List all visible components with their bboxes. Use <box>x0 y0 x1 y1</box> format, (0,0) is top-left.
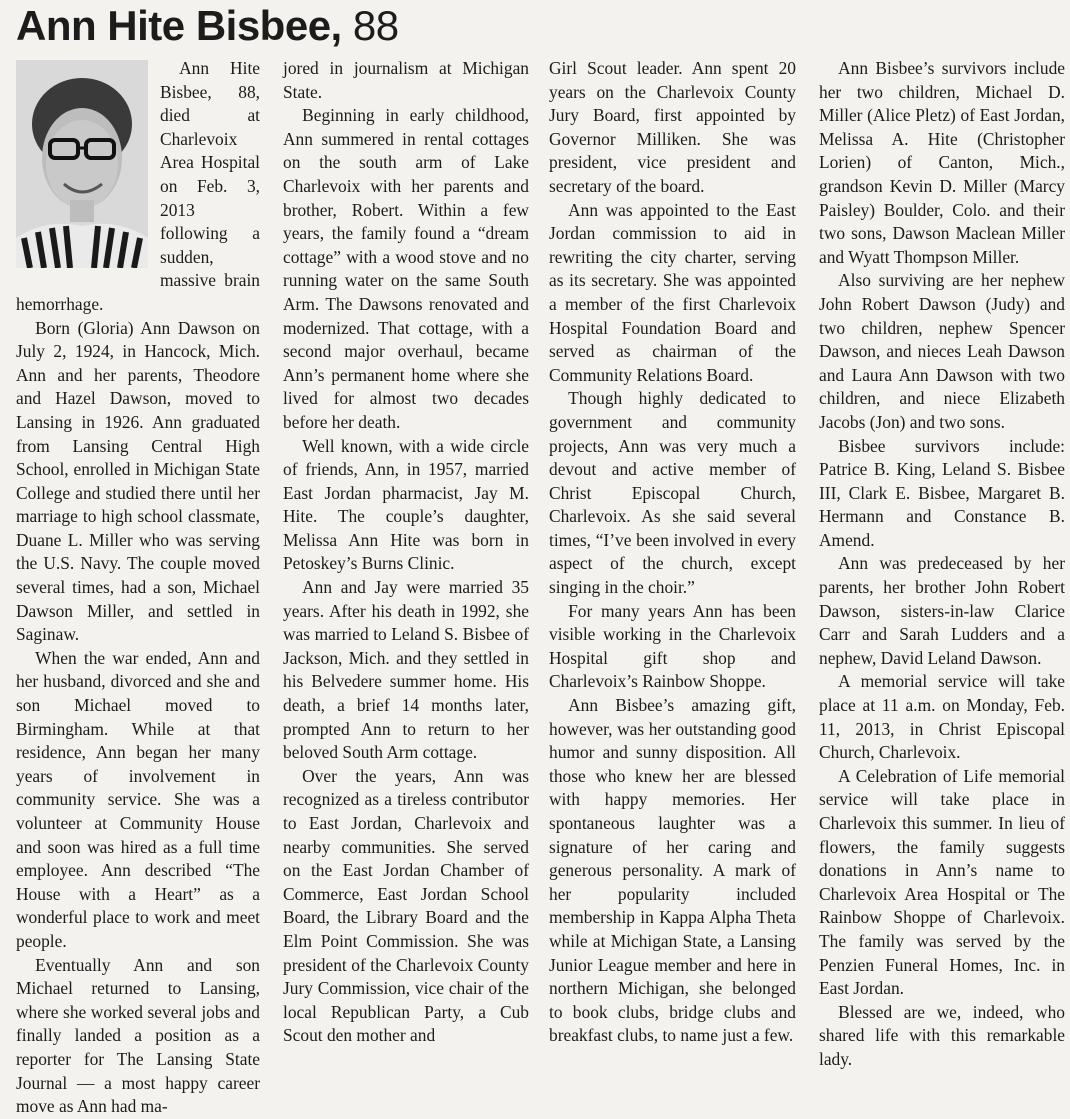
column-1 <box>16 57 260 1119</box>
portrait-photo <box>16 60 148 268</box>
paragraph: Also surviving are her nephew John Robert Dawson (Judy) and two children, nephew Spencer Dawson, and nieces Leah Dawson and Laura Ann Dawson with two children, and niece Elizabeth Jacobs (Jon) and two sons. <box>819 270 1065 432</box>
paragraph: jored in journalism at Michigan State. <box>283 58 529 102</box>
paragraph: A Celebration of Life memorial service will take place in Charlevoix this summer. In lieu of flowers, the family suggests donations in Ann’s name to Charlevoix Area Hospital or The Rainbow Shoppe of Charlevoix. The family was served by the Penzien Funeral Homes, Inc. in East Jordan. <box>819 765 1065 999</box>
paragraph: Ann Bisbee’s survivors include her two children, Michael D. Miller (Alice Pletz) of East Jordan, Melissa A. Hite (Christopher Lorien) of Canton, Mich., grandson Kevin D. Miller (Marcy Paisley) Boulder, Colo. and their two sons, Dawson Maclean Miller and Wyatt Thompson Miller. <box>819 58 1065 267</box>
column-4 <box>819 57 1065 1072</box>
column-3 <box>549 57 796 1048</box>
paragraph: Bisbee survivors include: Patrice B. King, Leland S. Bisbee III, Clark E. Bisbee, Margaret B. Hermann and Constance B. Amend. <box>819 435 1065 550</box>
headline-name: Ann Hite Bisbee, <box>16 2 342 49</box>
paragraph: For many years Ann has been visible working in the Charlevoix Hospital gift shop and Charlevoix’s Rainbow Shoppe. <box>549 600 796 692</box>
paragraph: A memorial service will take place at 11 a.m. on Monday, Feb. 11, 2013, in Christ Episcopal Church, Charlevoix. <box>819 671 1065 763</box>
paragraph: Ann was appointed to the East Jordan commission to aid in rewriting the city charter, serving as its secretary. She was appointed a member of the first Charlevoix Hospital Foundation Board and served as chairman of the Community Relations Board. <box>549 199 796 385</box>
paragraph: Over the years, Ann was recognized as a tireless contributor to East Jordan, Charlevoix and nearby communities. She served on the East Jordan Chamber of Commerce, East Jordan School Board, the Library Board and the Elm Point Commission. She was president of the Charlevoix County Jury Commission, vice chair of the local Republican Party, a Cub Scout den mother and <box>283 765 529 1046</box>
portrait-icon <box>16 60 148 268</box>
paragraph: Ann Hite Bisbee, 88, died at Charlevoix Area Hospital on Feb. 3, 2013 following a sudden, massive brain hemorrhage. <box>16 58 260 314</box>
headline <box>16 2 399 50</box>
headline-age: 88 <box>352 2 399 49</box>
paragraph: Girl Scout leader. Ann spent 20 years on the Charlevoix County Jury Board, first appointed by Governor Milliken. She was president, vice president and secretary of the board. <box>549 58 796 196</box>
paragraph: Beginning in early childhood, Ann summered in rental cottages on the south arm of Lake Charlevoix with her parents and brother, Robert. Within a few years, the family found a “dream cottage” with a wood stove and no running water on the same South Arm. The Dawsons renovated and modernized. That cottage, with a second major overhaul, became Ann’s permanent home where she lived for almost two decades before her death. <box>283 105 529 432</box>
paragraph: Ann was predeceased by her parents, her brother John Robert Dawson, sisters-in-law Clarice Carr and Sarah Ludders and a nephew, David Leland Dawson. <box>819 553 1065 668</box>
paragraph: Born (Gloria) Ann Dawson on July 2, 1924, in Hancock, Mich. Ann and her parents, Theodore and Hazel Dawson, moved to Lansing in 1926. Ann graduated from Lansing Central High School, enrolled in Michigan State College and studied there until her marriage to high school classmate, Duane L. Miller who was serving the U.S. Navy. The couple moved several times, had a son, Michael Dawson Miller, and settled in Saginaw. <box>16 317 260 645</box>
paragraph: Ann and Jay were married 35 years. After his death in 1992, she was married to Leland S. Bisbee of Jackson, Mich. and they settled in his Belvedere summer home. His death, a brief 14 months later, prompted Ann to return to her beloved South Arm cottage. <box>283 577 529 763</box>
paragraph: Though highly dedicated to government and community projects, Ann was very much a devout and active member of Christ Episcopal Church, Charlevoix. As she said several times, “I’ve been involved in every aspect of the church, except singing in the choir.” <box>549 388 796 598</box>
paragraph: Eventually Ann and son Michael returned to Lansing, where she worked several jobs and finally landed a position as a reporter for The Lansing State Journal — a most happy career move as Ann had ma- <box>16 954 260 1117</box>
column-2 <box>283 57 529 1048</box>
paragraph: Blessed are we, indeed, who shared life with this remarkable lady. <box>819 1001 1065 1069</box>
paragraph: When the war ended, Ann and her husband, divorced and she and son Michael moved to Birmingham. While at that residence, Ann began her many years of involvement in community service. She was a volunteer at Community House and soon was hired as a full time employee. Ann described “The House with a Heart” as a wonderful place to work and meet people. <box>16 647 260 951</box>
paragraph: Well known, with a wide circle of friends, Ann, in 1957, married East Jordan pharmacist, Jay M. Hite. The couple’s daughter, Melissa Ann Hite was born in Petoskey’s Burns Clinic. <box>283 435 529 574</box>
paragraph: Ann Bisbee’s amazing gift, however, was her outstanding good humor and sunny disposition. All those who knew her are blessed with happy memories. Her spontaneous laughter was a signature of her caring and generous personality. A mark of her popularity included membership in Kappa Alpha Theta while at Michigan State, a Lansing Junior League member and here in northern Michigan, she belonged to book clubs, bridge clubs and breakfast clubs, to name just a few. <box>549 695 796 1046</box>
